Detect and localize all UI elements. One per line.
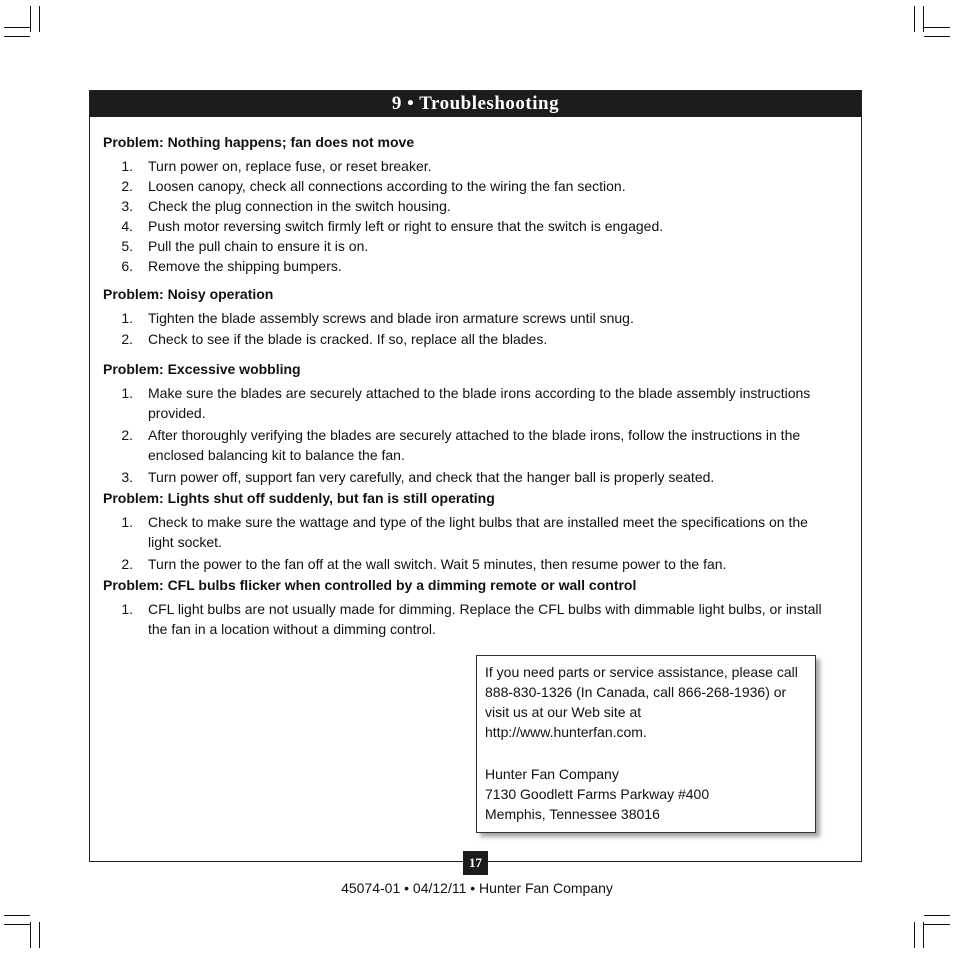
crop-mark bbox=[4, 924, 30, 925]
section-title: 9 • Troubleshooting bbox=[90, 91, 861, 117]
crop-mark bbox=[914, 6, 915, 32]
problem-heading: Problem: CFL bulbs flicker when controlled by a dimming remote or wall control bbox=[103, 577, 637, 593]
crop-mark bbox=[39, 922, 40, 948]
page-number: 17 bbox=[463, 851, 488, 875]
problem-heading: Problem: Noisy operation bbox=[103, 286, 274, 302]
crop-mark bbox=[39, 6, 40, 32]
crop-mark bbox=[4, 915, 30, 916]
company-name: Hunter Fan Company bbox=[485, 766, 619, 782]
crop-mark bbox=[923, 922, 924, 948]
crop-mark bbox=[4, 27, 30, 28]
spacer bbox=[485, 742, 807, 764]
crop-mark bbox=[924, 36, 950, 37]
crop-mark bbox=[923, 6, 924, 32]
crop-mark bbox=[30, 922, 31, 948]
company-street: 7130 Goodlett Farms Parkway #400 bbox=[485, 786, 710, 802]
crop-mark bbox=[924, 924, 950, 925]
crop-mark bbox=[914, 922, 915, 948]
crop-mark bbox=[30, 6, 31, 32]
company-city: Memphis, Tennessee 38016 bbox=[485, 806, 660, 822]
footer-text: 45074-01 • 04/12/11 • Hunter Fan Company bbox=[341, 880, 613, 896]
problem-heading: Problem: Lights shut off suddenly, but fan is still operating bbox=[103, 490, 495, 506]
page-frame: 9 • Troubleshooting Problem: Nothing happens; fan does not move 1. Turn power on, replace fuse, or reset breaker. 2. Loosen canopy, check all connections according to the wiring the fan section. 3. Check the plug connection in the switch housing. 4. Push motor reversing switch firmly left or right to ensure that the switch is engaged. 5. Pull the pull chain to ensure it is on. 6. Remove the shipping bumpers. Problem: Noisy operation 1. Tighten the blade assembly screws and blade iron armature screws until snug. 2. Check to see if the blade is cracked. If so, replace all the blades. Problem: Excessive wobbling 1. Make sure the blades are securely attached to the blade irons according to the blade assembly instructions provided. 2. After thoroughly verifying the blades are securely attached to the blade irons, follow the instructions in the enclosed balancing kit to balance the fan. 3. Turn power off, support fan very carefully, and check that the hanger ball is properly seated. Problem: Lights shut off suddenly, but fan is still operating 1. Check to make sure the wattage and type of the light bulbs that are installed meet the specifications on the light socket. 2. Turn the power to the fan off at the wall switch. Wait 5 minutes, then resume power to the fan. Problem: CFL bulbs flicker when controlled by a dimming remote or wall control 1. CFL light bulbs are not usually made for dimming. Replace the CFL bulbs with dimmable light bulbs, or install the fan in a location without a dimming control. bbox=[89, 90, 862, 862]
problem-heading: Problem: Nothing happens; fan does not move bbox=[103, 134, 415, 150]
service-info-box bbox=[476, 655, 816, 833]
problem-heading: Problem: Excessive wobbling bbox=[103, 361, 301, 377]
crop-mark bbox=[924, 915, 950, 916]
website-link[interactable]: http://www.hunterfan.com. bbox=[485, 724, 647, 740]
crop-mark bbox=[4, 36, 30, 37]
info-text: visit us at our Web site at bbox=[485, 704, 642, 720]
crop-mark bbox=[924, 27, 950, 28]
info-text: If you need parts or service assistance, please call bbox=[485, 664, 798, 680]
info-phone: 888-830-1326 (In Canada, call 866-268-1936) or bbox=[485, 684, 787, 700]
